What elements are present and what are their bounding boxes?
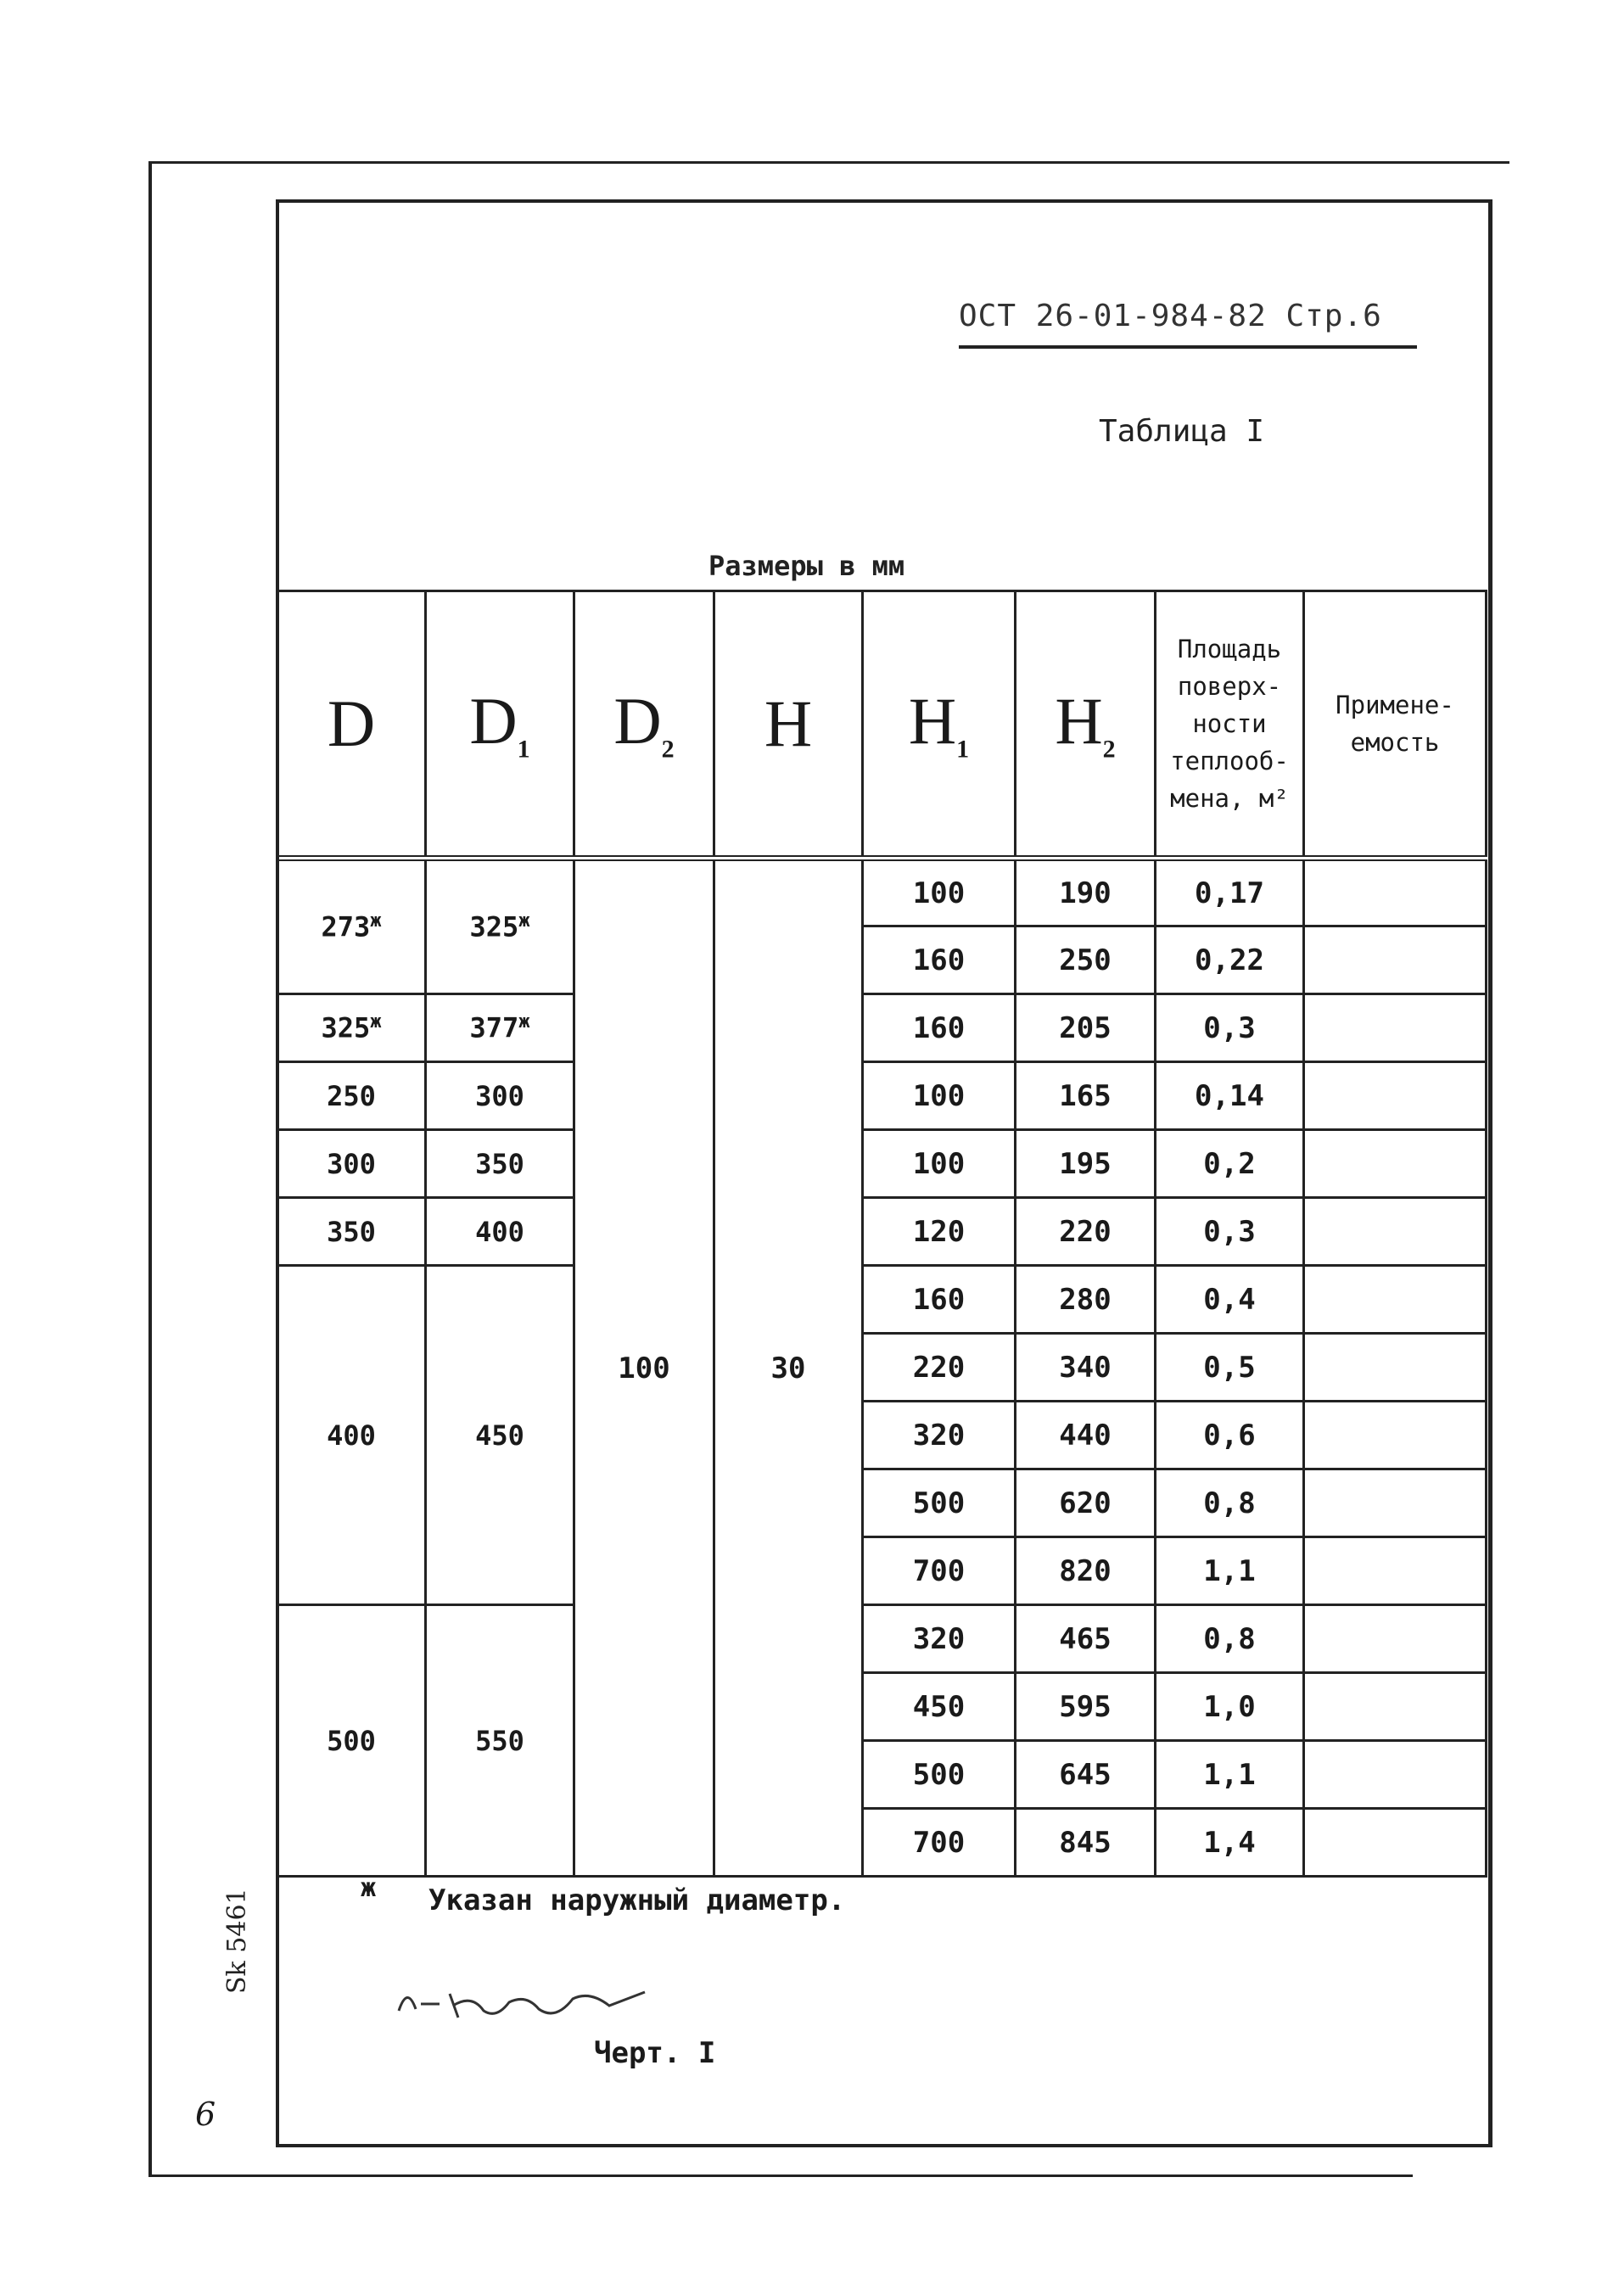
cell-h1: 120 [863, 1198, 1016, 1266]
chart-caption: Черт. I [594, 2036, 716, 2070]
cell-h2: 645 [1016, 1741, 1156, 1809]
cell-d: 500 [277, 1605, 426, 1877]
cell-applicability [1304, 1809, 1487, 1877]
cell-h2: 220 [1016, 1198, 1156, 1266]
table-header-row [277, 591, 1487, 859]
cell-applicability [1304, 1402, 1487, 1469]
cell-applicability [1304, 1741, 1487, 1809]
cell-applicability [1304, 994, 1487, 1062]
cell-applicability [1304, 1537, 1487, 1605]
cell-h1: 220 [863, 1334, 1016, 1402]
cell-h2: 340 [1016, 1334, 1156, 1402]
cell-h1: 100 [863, 1130, 1016, 1198]
cell-h2: 620 [1016, 1469, 1156, 1537]
cell-d1: 350 [426, 1130, 574, 1198]
cell-d1: $377^ж$ [426, 994, 574, 1062]
cell-h1: 700 [863, 1537, 1016, 1605]
cell-d1: 450 [426, 1266, 574, 1605]
cell-d: 250 [277, 1062, 426, 1130]
cell-h2: 595 [1016, 1673, 1156, 1741]
cell-d1: 300 [426, 1062, 574, 1130]
table-row [277, 1130, 1487, 1198]
column-header-h: H [714, 591, 863, 859]
units-label: Размеры в мм [708, 550, 905, 582]
cell-d: 350 [277, 1198, 426, 1266]
column-header-d: D [277, 591, 426, 859]
cell-h1: 500 [863, 1469, 1016, 1537]
cell-area: 0,6 [1156, 1402, 1304, 1469]
cell-h1: 320 [863, 1605, 1016, 1673]
table-row [277, 1062, 1487, 1130]
column-header-d1: $D_1$ [426, 591, 574, 859]
table-row [277, 1198, 1487, 1266]
cell-h1: 160 [863, 926, 1016, 994]
cell-applicability [1304, 859, 1487, 926]
cell-h1: 160 [863, 1266, 1016, 1334]
cell-h2: 280 [1016, 1266, 1156, 1334]
cell-applicability [1304, 1605, 1487, 1673]
cell-h1: 160 [863, 994, 1016, 1062]
cell-d: 300 [277, 1130, 426, 1198]
side-stamp: Sk 5461 [222, 1888, 252, 1994]
cell-h2: 465 [1016, 1605, 1156, 1673]
cell-area: 0,17 [1156, 859, 1304, 926]
page-number: 6 [195, 2096, 216, 2133]
cell-h2: 440 [1016, 1402, 1156, 1469]
cell-h2: 190 [1016, 859, 1156, 926]
cell-area: 0,8 [1156, 1605, 1304, 1673]
dimensions-table [276, 590, 1487, 1878]
column-header-area: Площадь поверх- ности теплооб- мена, м² [1156, 591, 1304, 859]
document-reference: ОСТ 26-01-984-82 Стр.6 [959, 299, 1417, 349]
cell-area: 0,22 [1156, 926, 1304, 994]
cell-h2: 250 [1016, 926, 1156, 994]
cell-area: 1,4 [1156, 1809, 1304, 1877]
handwritten-signature [390, 1968, 662, 2036]
cell-area: 1,1 [1156, 1741, 1304, 1809]
cell-applicability [1304, 1673, 1487, 1741]
column-header-h2: $H_2$ [1016, 591, 1156, 859]
cell-applicability [1304, 1198, 1487, 1266]
cell-d2: 100 [574, 859, 714, 1877]
cell-applicability [1304, 1266, 1487, 1334]
table-label: Таблица I [1099, 414, 1265, 449]
cell-h1: 100 [863, 1062, 1016, 1130]
cell-applicability [1304, 926, 1487, 994]
cell-h1: 320 [863, 1402, 1016, 1469]
cell-applicability [1304, 1062, 1487, 1130]
cell-area: 0,2 [1156, 1130, 1304, 1198]
cell-area: 0,4 [1156, 1266, 1304, 1334]
cell-area: 0,14 [1156, 1062, 1304, 1130]
cell-h2: 820 [1016, 1537, 1156, 1605]
cell-h1: 100 [863, 859, 1016, 926]
cell-d: $273^ж$ [277, 859, 426, 994]
footnote-text: Указан наружный диаметр. [428, 1883, 846, 1917]
table-row [277, 1266, 1487, 1334]
cell-d1: $325^ж$ [426, 859, 574, 994]
cell-area: 1,0 [1156, 1673, 1304, 1741]
table-body [277, 859, 1487, 1877]
column-header-applicability: Примене- емость [1304, 591, 1487, 859]
cell-h1: 700 [863, 1809, 1016, 1877]
bottom-rule [148, 2174, 1413, 2177]
cell-d1: 550 [426, 1605, 574, 1877]
cell-d: 400 [277, 1266, 426, 1605]
cell-applicability [1304, 1334, 1487, 1402]
footnote-mark: ж [361, 1873, 377, 1903]
cell-h1: 450 [863, 1673, 1016, 1741]
cell-h2: 205 [1016, 994, 1156, 1062]
column-header-h1: $H_1$ [863, 591, 1016, 859]
cell-h: 30 [714, 859, 863, 1877]
cell-applicability [1304, 1130, 1487, 1198]
table-row [277, 994, 1487, 1062]
table-row [277, 859, 1487, 926]
cell-area: 0,3 [1156, 1198, 1304, 1266]
column-header-d2: $D_2$ [574, 591, 714, 859]
cell-d: $325^ж$ [277, 994, 426, 1062]
cell-d1: 400 [426, 1198, 574, 1266]
cell-h2: 195 [1016, 1130, 1156, 1198]
cell-area: 1,1 [1156, 1537, 1304, 1605]
cell-applicability [1304, 1469, 1487, 1537]
cell-area: 0,3 [1156, 994, 1304, 1062]
cell-area: 0,8 [1156, 1469, 1304, 1537]
table-row [277, 1605, 1487, 1673]
cell-h2: 165 [1016, 1062, 1156, 1130]
cell-h2: 845 [1016, 1809, 1156, 1877]
cell-h1: 500 [863, 1741, 1016, 1809]
cell-area: 0,5 [1156, 1334, 1304, 1402]
